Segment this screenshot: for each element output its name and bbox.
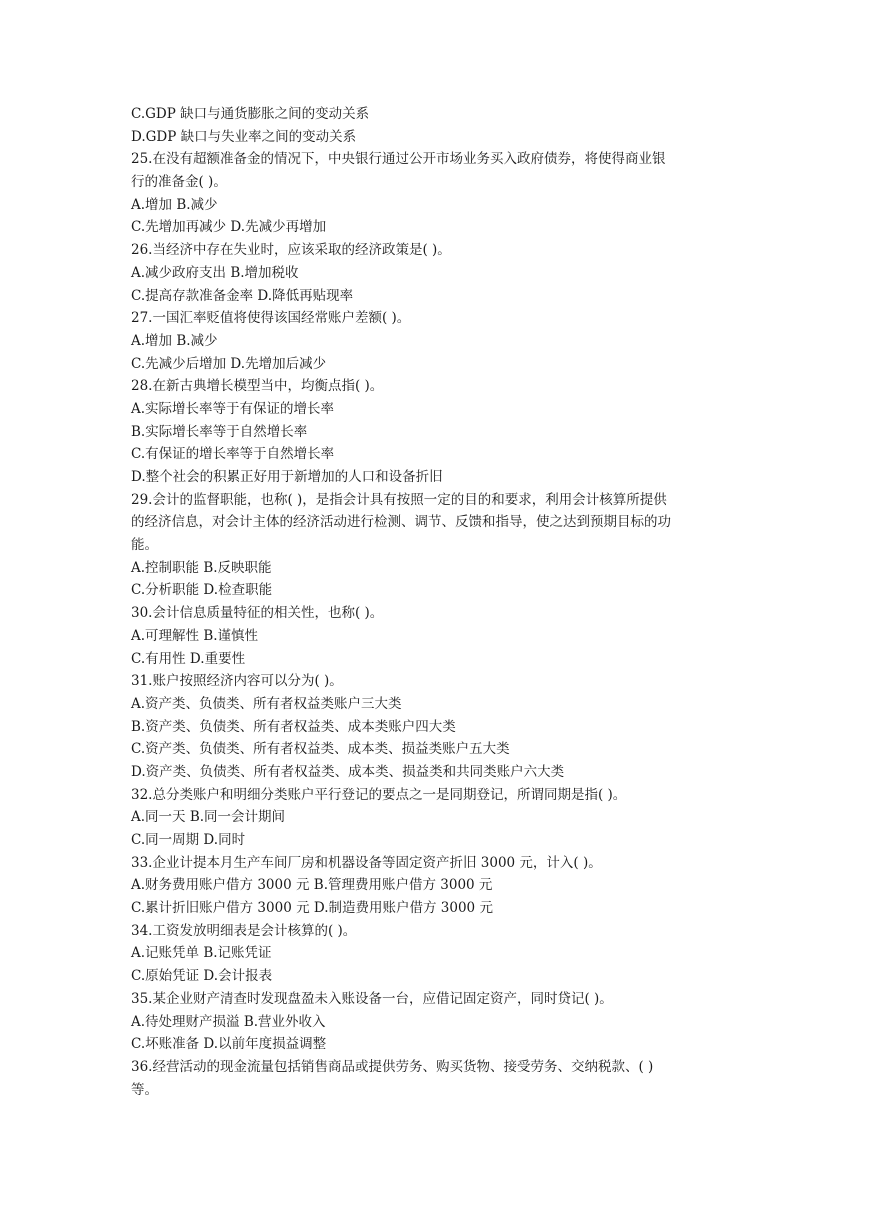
- text-line: A.减少政府支出 B.增加税收: [131, 264, 299, 281]
- text-line: A.资产类、负债类、所有者权益类账户三大类: [131, 695, 402, 712]
- text-line: C.坏账准备 D.以前年度损益调整: [131, 1036, 327, 1053]
- text-line: 行的准备金( )。: [131, 174, 227, 191]
- text-line: 等。: [131, 1081, 158, 1098]
- text-line: 26.当经济中存在失业时，应该采取的经济政策是( )。: [131, 242, 451, 259]
- text-line: A.待处理财产损溢 B.营业外收入: [131, 1013, 326, 1030]
- text-line: D.GDP 缺口与失业率之间的变动关系: [131, 128, 357, 145]
- text-line: 35.某企业财产清查时发现盘盈未入账设备一台，应借记固定资产，同时贷记( )。: [131, 990, 613, 1007]
- text-line: C.有用性 D.重要性: [131, 650, 246, 667]
- text-line: 34.工资发放明细表是会计核算的( )。: [131, 922, 357, 939]
- text-line: 29.会计的监督职能，也称( )，是指会计具有按照一定的目的和要求，利用会计核算所提供: [131, 491, 667, 508]
- text-line: A.财务费用账户借方 3000 元 B.管理费用账户借方 3000 元: [131, 877, 493, 894]
- text-line: A.记账凭单 B.记账凭证: [131, 945, 272, 962]
- text-line: A.可理解性 B.谨慎性: [131, 627, 259, 644]
- text-line: 30.会计信息质量特征的相关性，也称( )。: [131, 605, 384, 622]
- text-line: 31.账户按照经济内容可以分为( )。: [131, 673, 343, 690]
- text-line: C.累计折旧账户借方 3000 元 D.制造费用账户借方 3000 元: [131, 900, 493, 917]
- text-line: 33.企业计提本月生产车间厂房和机器设备等固定资产折旧 3000 元，计入( )。: [131, 854, 602, 871]
- text-line: D.整个社会的积累正好用于新增加的人口和设备折旧: [131, 469, 443, 485]
- text-line: A.实际增长率等于有保证的增长率: [131, 400, 335, 417]
- text-line: C.先增加再减少 D.先减少再增加: [131, 219, 327, 236]
- text-line: 27.一国汇率贬值将使得该国经常账户差额( )。: [131, 310, 411, 327]
- text-line: C.分析职能 D.检查职能: [131, 582, 273, 599]
- text-line: A.增加 B.减少: [131, 332, 218, 349]
- text-line: 28.在新古典增长模型当中，均衡点指( )。: [131, 378, 384, 395]
- text-line: 36.经营活动的现金流量包括销售商品或提供劳务、购买货物、接受劳务、交纳税款、( ): [131, 1058, 654, 1075]
- document-text-body: [131, 103, 747, 1101]
- text-line: B.资产类、负债类、所有者权益类、成本类账户四大类: [131, 718, 456, 735]
- text-line: A.控制职能 B.反映职能: [131, 559, 272, 576]
- text-line: D.资产类、负债类、所有者权益类、成本类、损益类和共同类账户六大类: [131, 763, 565, 780]
- text-line: C.GDP 缺口与通货膨胀之间的变动关系: [131, 106, 370, 122]
- text-line: A.增加 B.减少: [131, 196, 218, 213]
- text-line: C.先减少后增加 D.先增加后减少: [131, 355, 327, 372]
- text-line: 的经济信息，对会计主体的经济活动进行检测、调节、反馈和指导，使之达到预期目标的功: [131, 514, 671, 531]
- text-line: C.有保证的增长率等于自然增长率: [131, 446, 335, 463]
- text-line: C.同一周期 D.同时: [131, 832, 246, 848]
- text-line: 25.在没有超额准备金的情况下，中央银行通过公开市场业务买入政府债券，将使得商业银: [131, 151, 666, 168]
- text-line: 32.总分类账户和明细分类账户平行登记的要点之一是同期登记，所谓同期是指( )。: [131, 786, 627, 803]
- text-line: A.同一天 B.同一会计期间: [131, 809, 286, 826]
- text-line: C.原始凭证 D.会计报表: [131, 968, 273, 985]
- text-line: C.提高存款准备金率 D.降低再贴现率: [131, 287, 354, 304]
- text-line: B.实际增长率等于自然增长率: [131, 423, 308, 440]
- text-line: C.资产类、负债类、所有者权益类、成本类、损益类账户五大类: [131, 741, 510, 758]
- text-line: 能。: [131, 537, 158, 554]
